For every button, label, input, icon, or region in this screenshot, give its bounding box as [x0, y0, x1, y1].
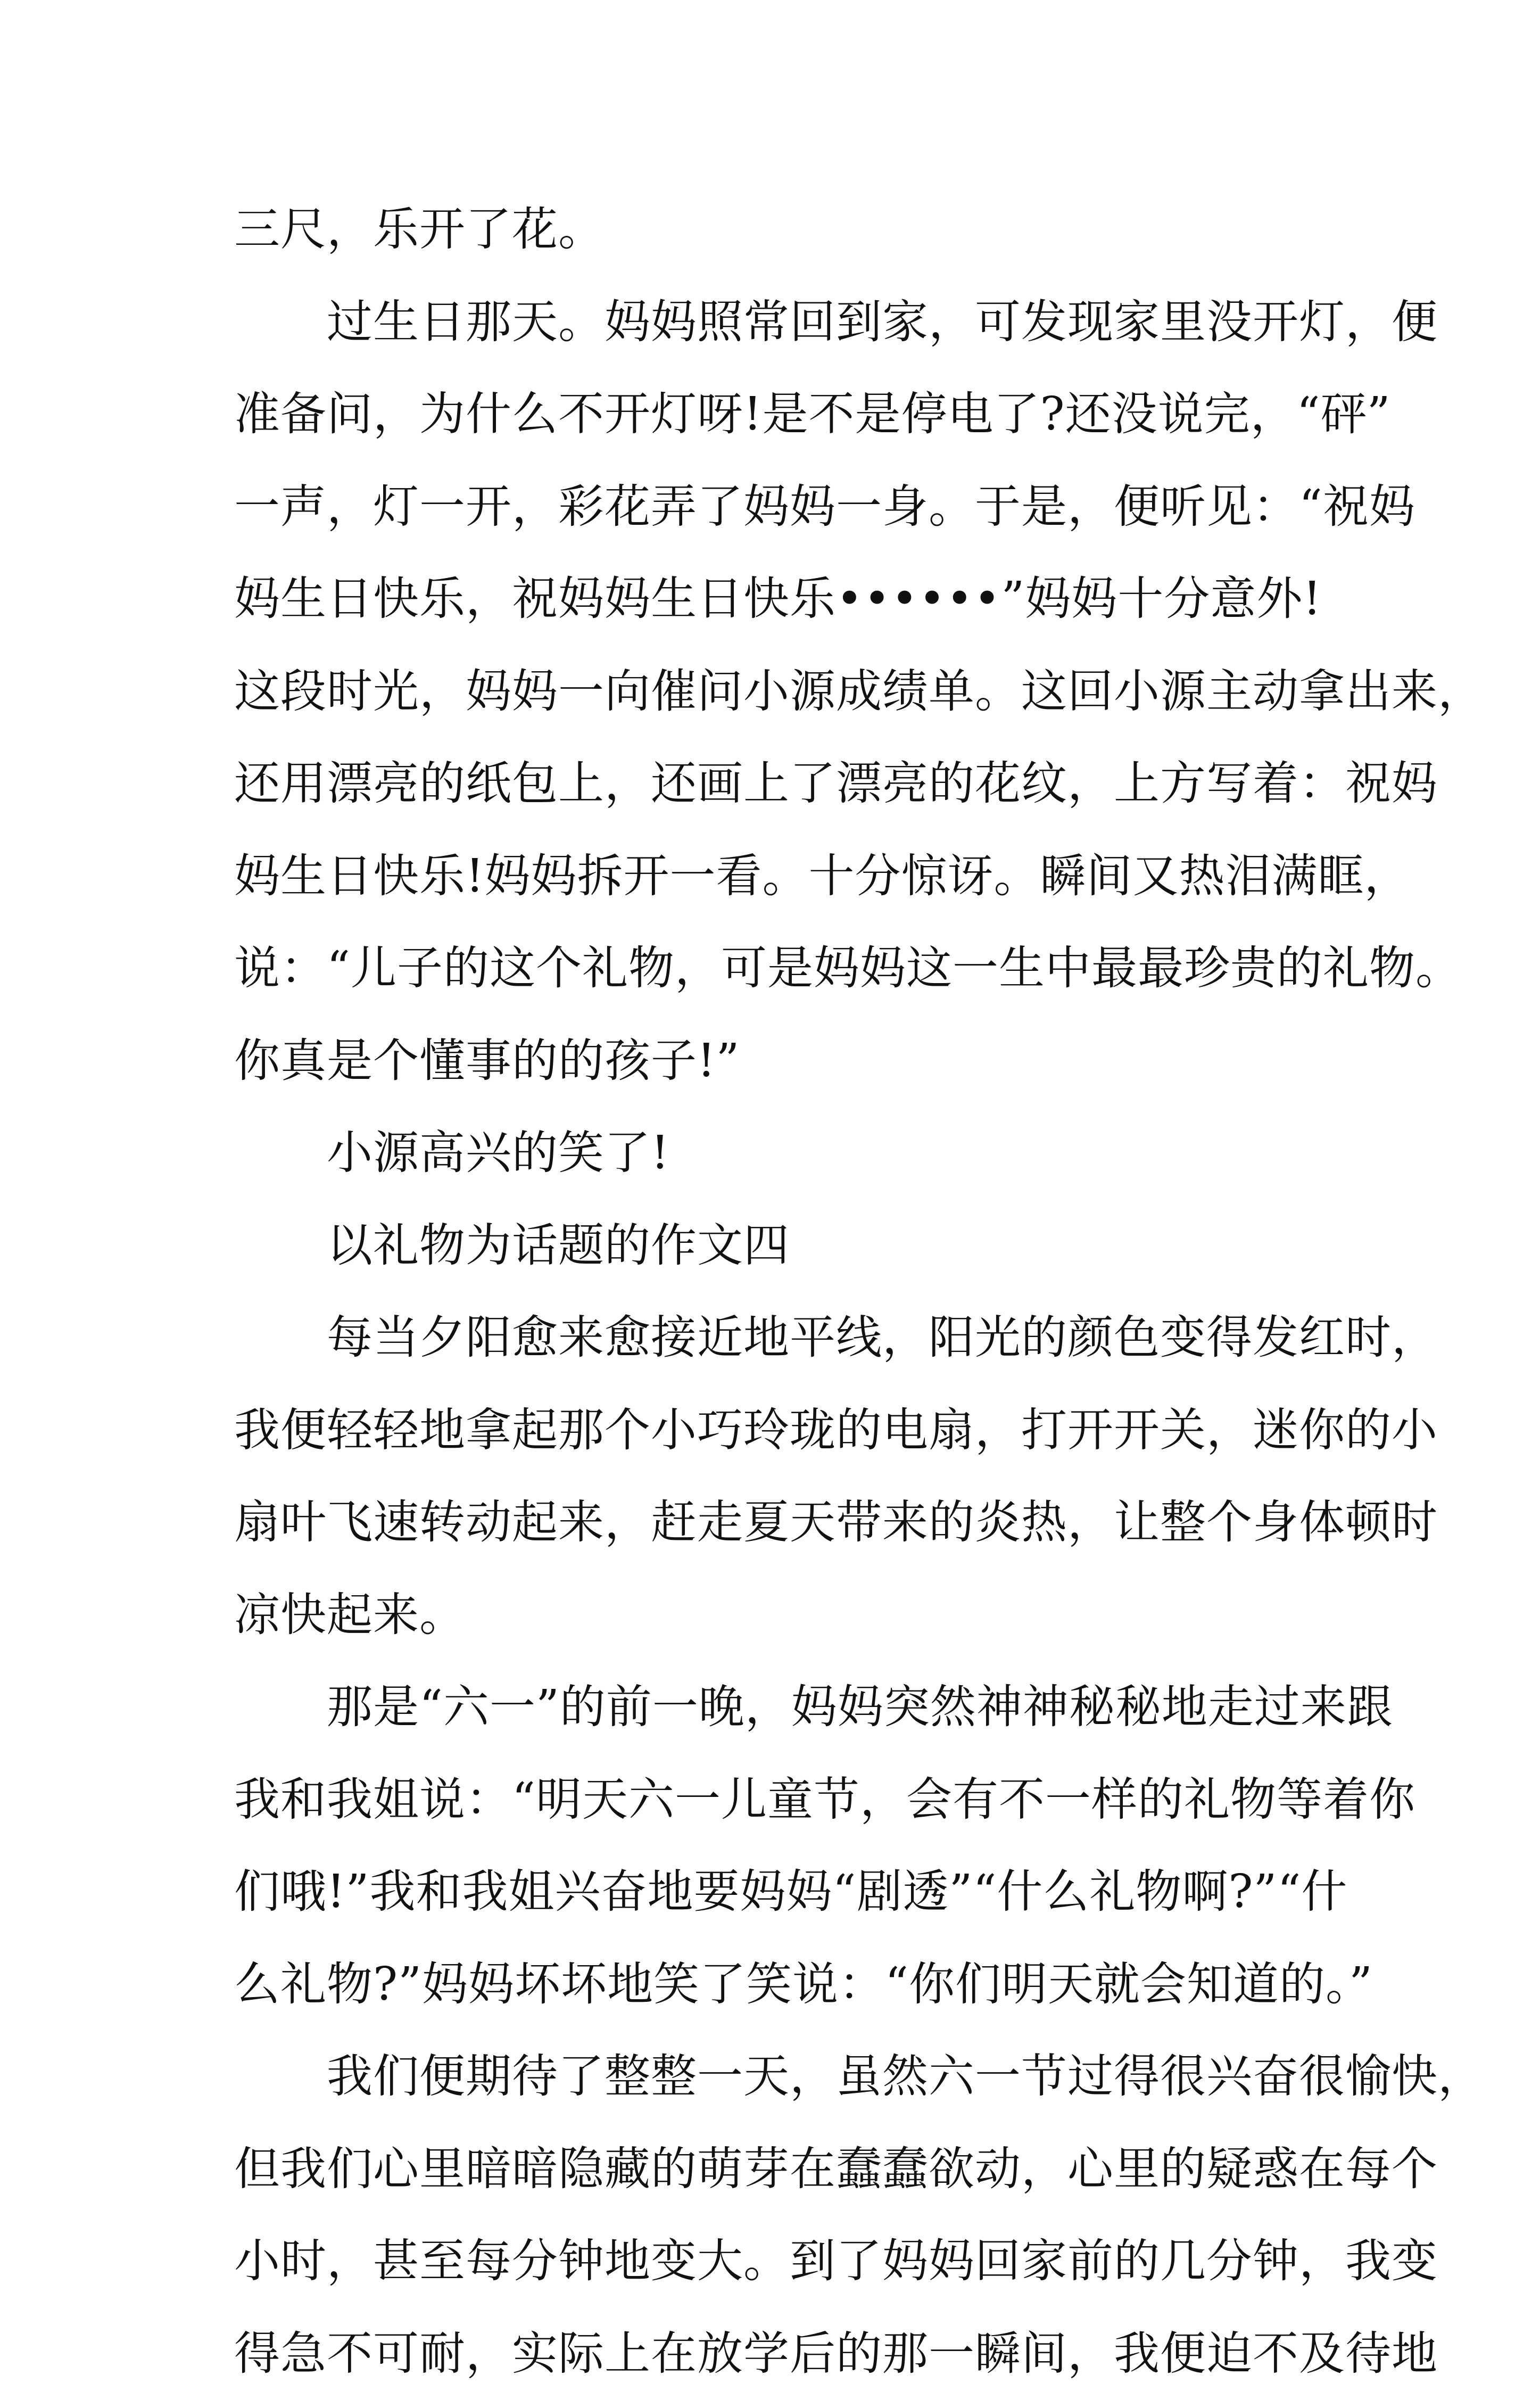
text-line: 每当夕阳愈来愈接近地平线，阳光的颜色变得发红时，: [234, 1292, 1330, 1384]
text-line: 妈生日快乐，祝妈妈生日快乐••••••”妈妈十分意外!: [234, 553, 1330, 646]
text-line: 小源高兴的笑了!: [234, 1107, 1330, 1200]
text-line: 但我们心里暗暗隐藏的萌芽在蠢蠢欲动，心里的疑惑在每个: [234, 2123, 1330, 2216]
text-line: 凉快起来。: [234, 1569, 1330, 1662]
text-line: 还用漂亮的纸包上，还画上了漂亮的花纹，上方写着：祝妈: [234, 738, 1330, 830]
text-line: 们哦!”我和我姐兴奋地要妈妈“剧透”“什么礼物啊?”“什: [234, 1846, 1330, 1939]
text-line: 准备问，为什么不开灯呀!是不是停电了?还没说完，“砰”: [234, 368, 1330, 461]
text-line: 你真是个懂事的的孩子!”: [234, 1015, 1330, 1108]
text-line: 这段时光，妈妈一向催问小源成绩单。这回小源主动拿出来，: [234, 646, 1330, 738]
text-line: 我和我姐说：“明天六一儿童节，会有不一样的礼物等着你: [234, 1754, 1330, 1846]
text-line: 那是“六一”的前一晚，妈妈突然神神秘秘地走过来跟: [234, 1661, 1330, 1754]
section-heading: 以礼物为话题的作文四: [234, 1200, 1330, 1292]
text-line: 妈生日快乐!妈妈拆开一看。十分惊讶。瞬间又热泪满眶，: [234, 830, 1330, 923]
text-line: 过生日那天。妈妈照常回到家，可发现家里没开灯，便: [234, 276, 1330, 369]
text-line: 说：“儿子的这个礼物，可是妈妈这一生中最最珍贵的礼物。: [234, 922, 1330, 1015]
text-line: 一声，灯一开，彩花弄了妈妈一身。于是，便听见：“祝妈: [234, 461, 1330, 554]
text-line: 得急不可耐，实际上在放学后的那一瞬间，我便迫不及待地: [234, 2308, 1330, 2400]
essay-text: [234, 184, 1330, 2400]
text-line: 三尺，乐开了花。: [234, 184, 1330, 276]
text-line: 我们便期待了整整一天，虽然六一节过得很兴奋很愉快，: [234, 2031, 1330, 2123]
text-line: 么礼物?”妈妈坏坏地笑了笑说：“你们明天就会知道的。”: [234, 1939, 1330, 2031]
text-line: 我便轻轻地拿起那个小巧玲珑的电扇，打开开关，迷你的小: [234, 1384, 1330, 1477]
text-line: 小时，甚至每分钟地变大。到了妈妈回家前的几分钟，我变: [234, 2215, 1330, 2308]
text-line: 扇叶飞速转动起来，赶走夏天带来的炎热，让整个身体顿时: [234, 1477, 1330, 1569]
